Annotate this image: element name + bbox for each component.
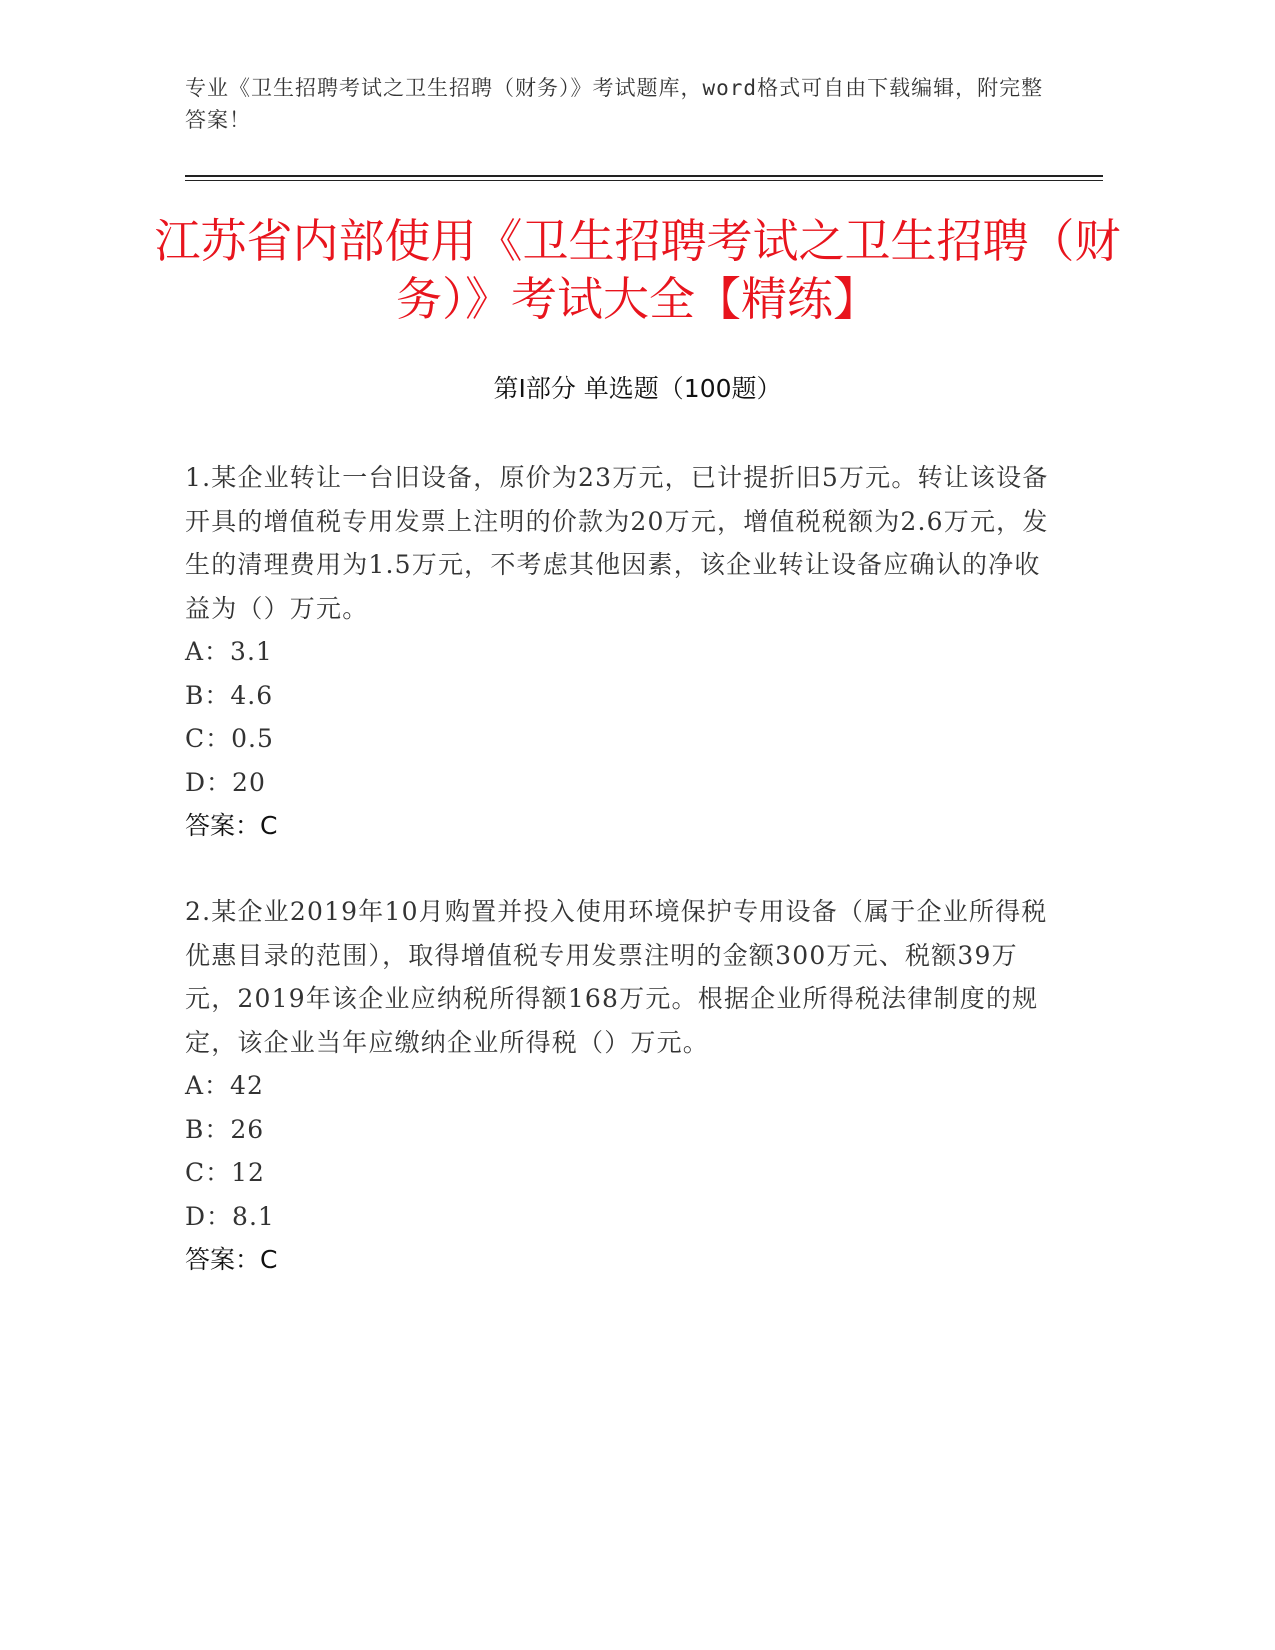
question-stem: 2.某企业2019年10月购置并投入使用环境保护专用设备（属于企业所得税优惠目录的范围），取得增值税专用发票注明的金额300万元、税额39万元，2019年该企业应纳税所得额168万元。根据企业所得税法律制度的规定，该企业当年应缴纳企业所得税（）万元。 (185, 897, 1048, 1057)
question-1 (185, 456, 1065, 848)
option-c: C：0.5 (185, 724, 274, 753)
header-note: 专业《卫生招聘考试之卫生招聘（财务）》考试题库，word格式可自由下载编辑，附完整答案！ (185, 76, 1044, 132)
option-b: B：4.6 (185, 680, 274, 710)
option-c: C：12 (185, 1158, 265, 1187)
section-heading: 第Ⅰ部分 单选题（100题） (493, 374, 782, 403)
header-divider-thin (185, 180, 1103, 181)
option-b: B：26 (185, 1114, 265, 1144)
option-a: A：42 (185, 1071, 264, 1100)
option-a: A：3.1 (185, 637, 273, 666)
header-divider-thick (185, 175, 1103, 177)
answer-label: 答案：C (185, 811, 278, 840)
document-title: 江苏省内部使用《卫生招聘考试之卫生招聘（财务）》考试大全【精练】 (154, 214, 1121, 326)
answer-label: 答案：C (185, 1245, 278, 1274)
question-stem: 1.某企业转让一台旧设备，原价为23万元，已计提折旧5万元。转让该设备开具的增值税专用发票上注明的价款为20万元，增值税税额为2.6万元，发生的清理费用为1.5万元，不考虑其他因素，该企业转让设备应确认的净收益为（）万元。 (185, 463, 1049, 623)
option-d: D：20 (185, 767, 266, 797)
option-d: D：8.1 (185, 1201, 275, 1231)
question-2 (185, 890, 1065, 1282)
